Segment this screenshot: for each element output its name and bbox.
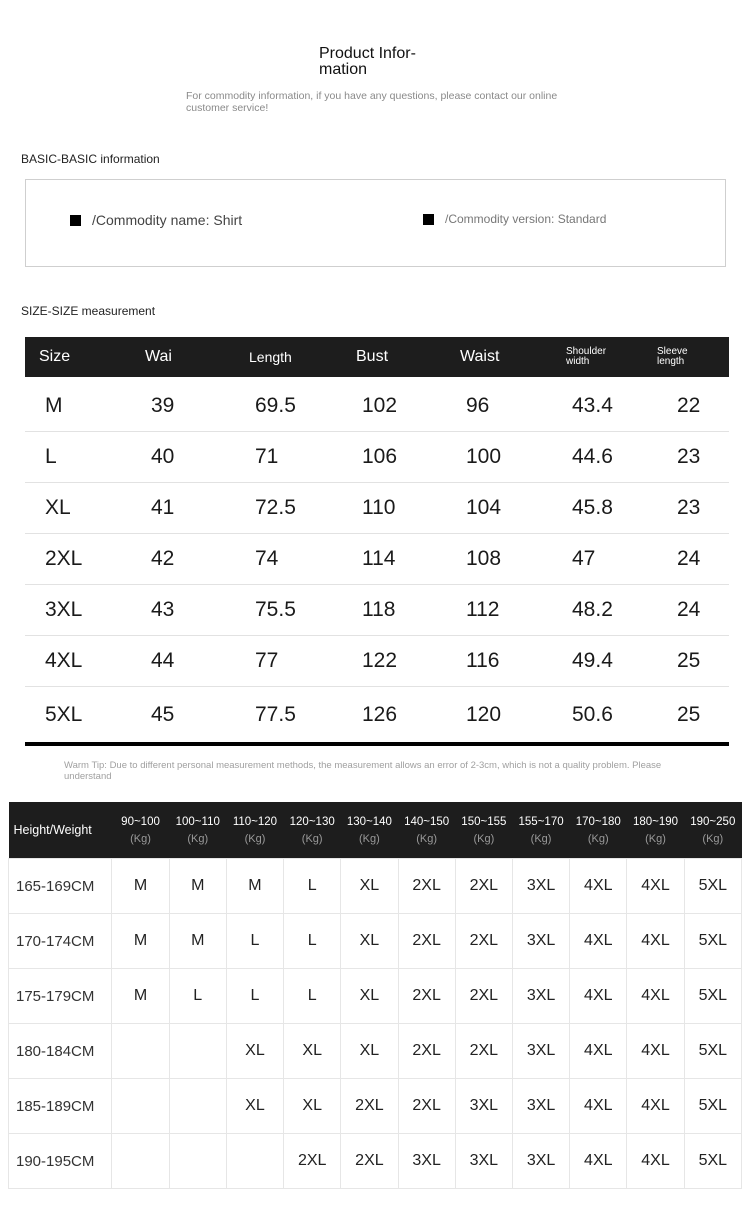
header-size: Size (25, 337, 131, 377)
recommended-size-cell: 2XL (398, 969, 455, 1024)
table-cell: 122 (342, 636, 446, 687)
table-cell: 118 (342, 585, 446, 636)
weight-unit-label: (Kg) (416, 832, 438, 845)
recommended-size-cell: XL (341, 859, 398, 914)
recommended-size-cell: 4XL (627, 914, 684, 969)
table-cell: 45 (131, 687, 235, 745)
table-cell: 48.2 (552, 585, 657, 636)
weight-range-label: 120~130 (289, 815, 335, 828)
table-cell: 106 (342, 432, 446, 483)
size-label-cell: 3XL (25, 585, 131, 636)
table-row (25, 636, 729, 687)
recommended-size-cell: 4XL (627, 1024, 684, 1079)
weight-range-label: 110~120 (232, 815, 278, 828)
recommended-size-cell: 4XL (570, 1134, 627, 1189)
size-label-cell: XL (25, 483, 131, 534)
weight-unit-label: (Kg) (530, 832, 552, 845)
recommended-size-cell: 3XL (512, 1134, 569, 1189)
table-cell: 22 (657, 377, 729, 432)
recommended-size-cell: M (169, 914, 226, 969)
table-row (25, 432, 729, 483)
recommended-size-cell: 2XL (455, 1024, 512, 1079)
recommended-size-cell: L (226, 969, 283, 1024)
table-cell: 77 (235, 636, 342, 687)
recommended-size-cell: 4XL (570, 859, 627, 914)
header-weight-range (398, 802, 455, 859)
weight-range-label: 190~250 (690, 815, 736, 828)
header-weight-range (570, 802, 627, 859)
table-cell: 24 (657, 534, 729, 585)
table-row (9, 969, 742, 1024)
recommended-size-cell: XL (284, 1024, 341, 1079)
recommended-size-cell: 4XL (627, 1134, 684, 1189)
header-weight-range (684, 802, 741, 859)
recommended-size-cell: 2XL (398, 1024, 455, 1079)
table-row (25, 687, 729, 745)
basic-section-label: BASIC-BASIC information (21, 152, 160, 166)
recommended-size-cell: 2XL (455, 969, 512, 1024)
header-wai: Wai (131, 337, 235, 377)
table-cell: 120 (446, 687, 552, 745)
table-cell: 74 (235, 534, 342, 585)
commodity-name (70, 212, 242, 228)
height-range-cell: 170-174CM (9, 914, 112, 969)
recommended-size-cell: 2XL (398, 1079, 455, 1134)
header-weight-range (284, 802, 341, 859)
recommended-size-cell: 4XL (627, 969, 684, 1024)
table-row (9, 914, 742, 969)
recommended-size-cell: L (169, 969, 226, 1024)
table-cell: 100 (446, 432, 552, 483)
recommended-size-cell: L (284, 969, 341, 1024)
recommended-size-cell: 2XL (398, 914, 455, 969)
table-cell: 71 (235, 432, 342, 483)
recommended-size-cell: 2XL (341, 1079, 398, 1134)
size-label-cell: M (25, 377, 131, 432)
square-bullet-icon (70, 215, 81, 226)
recommended-size-cell (112, 1134, 169, 1189)
warm-tip: Warm Tip: Due to different personal measurement methods, the measurement allows an error of 2-3cm, which is not a quality problem. Please understand (64, 760, 662, 782)
hw-header-row (9, 802, 742, 859)
weight-range-label: 130~140 (346, 815, 392, 828)
table-cell: 44.6 (552, 432, 657, 483)
table-cell: 44 (131, 636, 235, 687)
header-length: Length (235, 337, 342, 377)
table-cell: 114 (342, 534, 446, 585)
weight-range-label: 155~170 (518, 815, 564, 828)
size-label-cell: 2XL (25, 534, 131, 585)
recommended-size-cell: 4XL (570, 914, 627, 969)
recommended-size-cell: M (112, 914, 169, 969)
height-range-cell: 175-179CM (9, 969, 112, 1024)
table-cell: 49.4 (552, 636, 657, 687)
recommended-size-cell: 5XL (684, 914, 741, 969)
recommended-size-cell: 2XL (455, 914, 512, 969)
commodity-name-text: /Commodity name: Shirt (92, 212, 243, 228)
header-weight-range (512, 802, 569, 859)
recommended-size-cell: 3XL (512, 859, 569, 914)
recommended-size-cell: M (226, 859, 283, 914)
recommended-size-cell: XL (341, 1024, 398, 1079)
height-weight-table (8, 802, 742, 1189)
recommended-size-cell: 4XL (627, 859, 684, 914)
recommended-size-cell (226, 1134, 283, 1189)
weight-unit-label: (Kg) (473, 832, 495, 845)
basic-info-box (25, 179, 726, 267)
recommended-size-cell: 4XL (570, 1024, 627, 1079)
recommended-size-cell: 3XL (512, 969, 569, 1024)
recommended-size-cell: XL (226, 1079, 283, 1134)
square-bullet-icon (423, 214, 434, 225)
height-range-cell: 180-184CM (9, 1024, 112, 1079)
table-row (9, 1024, 742, 1079)
table-cell: 75.5 (235, 585, 342, 636)
weight-unit-label: (Kg) (187, 832, 209, 845)
weight-unit-label: (Kg) (244, 832, 266, 845)
recommended-size-cell: 4XL (570, 1079, 627, 1134)
table-cell: 41 (131, 483, 235, 534)
table-cell: 43 (131, 585, 235, 636)
size-measurement-table (25, 337, 729, 746)
table-cell: 72.5 (235, 483, 342, 534)
header-weight-range (169, 802, 226, 859)
table-cell: 108 (446, 534, 552, 585)
header-height-weight: Height/Weight (9, 802, 112, 859)
recommended-size-cell: 3XL (398, 1134, 455, 1189)
recommended-size-cell: 3XL (455, 1134, 512, 1189)
height-range-cell: 165-169CM (9, 859, 112, 914)
table-cell: 112 (446, 585, 552, 636)
page-subtitle: For commodity information, if you have any questions, please contact our online customer service! (186, 90, 558, 114)
header-weight-range (627, 802, 684, 859)
recommended-size-cell: XL (341, 969, 398, 1024)
table-cell: 43.4 (552, 377, 657, 432)
table-row (25, 585, 729, 636)
table-row (25, 377, 729, 432)
height-range-cell: 185-189CM (9, 1079, 112, 1134)
size-section-label: SIZE-SIZE measurement (21, 304, 156, 318)
table-cell: 69.5 (235, 377, 342, 432)
table-cell: 45.8 (552, 483, 657, 534)
recommended-size-cell: 2XL (398, 859, 455, 914)
weight-unit-label: (Kg) (301, 832, 323, 845)
table-row (25, 483, 729, 534)
recommended-size-cell: 2XL (284, 1134, 341, 1189)
commodity-version-text: /Commodity version: Standard (445, 212, 607, 226)
recommended-size-cell: 5XL (684, 1079, 741, 1134)
recommended-size-cell (169, 1024, 226, 1079)
page-title: Product Infor- mation (319, 45, 416, 78)
recommended-size-cell: XL (341, 914, 398, 969)
recommended-size-cell: 5XL (684, 859, 741, 914)
weight-range-label: 100~110 (175, 815, 220, 828)
recommended-size-cell: 4XL (627, 1079, 684, 1134)
table-cell: 25 (657, 687, 729, 745)
recommended-size-cell: 3XL (512, 1024, 569, 1079)
recommended-size-cell: M (112, 969, 169, 1024)
table-row (25, 534, 729, 585)
table-cell: 39 (131, 377, 235, 432)
size-label-cell: L (25, 432, 131, 483)
table-cell: 104 (446, 483, 552, 534)
table-cell: 25 (657, 636, 729, 687)
recommended-size-cell: M (169, 859, 226, 914)
size-label-cell: 4XL (25, 636, 131, 687)
recommended-size-cell: L (284, 859, 341, 914)
recommended-size-cell: 3XL (455, 1079, 512, 1134)
size-header-row (25, 337, 729, 377)
table-cell: 47 (552, 534, 657, 585)
weight-unit-label: (Kg) (130, 832, 151, 845)
table-cell: 126 (342, 687, 446, 745)
weight-range-label: 140~150 (404, 815, 450, 828)
header-sleeve-length: Sleeve length (657, 337, 729, 377)
table-cell: 96 (446, 377, 552, 432)
table-row (9, 1134, 742, 1189)
weight-unit-label: (Kg) (359, 832, 380, 845)
recommended-size-cell: 3XL (512, 1079, 569, 1134)
recommended-size-cell: 5XL (684, 1024, 741, 1079)
recommended-size-cell: 2XL (341, 1134, 398, 1189)
weight-range-label: 150~155 (461, 815, 507, 828)
recommended-size-cell: XL (284, 1079, 341, 1134)
weight-range-label: 180~190 (632, 815, 679, 828)
recommended-size-cell: 3XL (512, 914, 569, 969)
weight-unit-label: (Kg) (587, 832, 609, 845)
header-shoulder-width: Shoulder width (552, 337, 657, 377)
header-weight-range (112, 802, 169, 859)
recommended-size-cell: 4XL (570, 969, 627, 1024)
table-cell: 77.5 (235, 687, 342, 745)
weight-unit-label: (Kg) (702, 832, 724, 845)
recommended-size-cell: 5XL (684, 1134, 741, 1189)
recommended-size-cell: M (112, 859, 169, 914)
recommended-size-cell: 5XL (684, 969, 741, 1024)
header-weight-range (226, 802, 283, 859)
header-waist: Waist (446, 337, 552, 377)
table-row (9, 859, 742, 914)
table-cell: 110 (342, 483, 446, 534)
commodity-version (423, 212, 606, 226)
table-cell: 102 (342, 377, 446, 432)
header-weight-range (455, 802, 512, 859)
table-cell: 116 (446, 636, 552, 687)
recommended-size-cell (169, 1079, 226, 1134)
recommended-size-cell: 2XL (455, 859, 512, 914)
table-cell: 50.6 (552, 687, 657, 745)
recommended-size-cell: XL (226, 1024, 283, 1079)
table-row (9, 1079, 742, 1134)
weight-range-label: 170~180 (575, 815, 621, 828)
weight-unit-label: (Kg) (645, 832, 666, 845)
recommended-size-cell (169, 1134, 226, 1189)
recommended-size-cell (112, 1079, 169, 1134)
height-range-cell: 190-195CM (9, 1134, 112, 1189)
recommended-size-cell: L (284, 914, 341, 969)
weight-range-label: 90~100 (121, 815, 160, 828)
header-weight-range (341, 802, 398, 859)
recommended-size-cell (112, 1024, 169, 1079)
size-label-cell: 5XL (25, 687, 131, 745)
header-bust: Bust (342, 337, 446, 377)
recommended-size-cell: L (226, 914, 283, 969)
table-cell: 42 (131, 534, 235, 585)
table-cell: 24 (657, 585, 729, 636)
table-cell: 40 (131, 432, 235, 483)
table-cell: 23 (657, 483, 729, 534)
table-cell: 23 (657, 432, 729, 483)
